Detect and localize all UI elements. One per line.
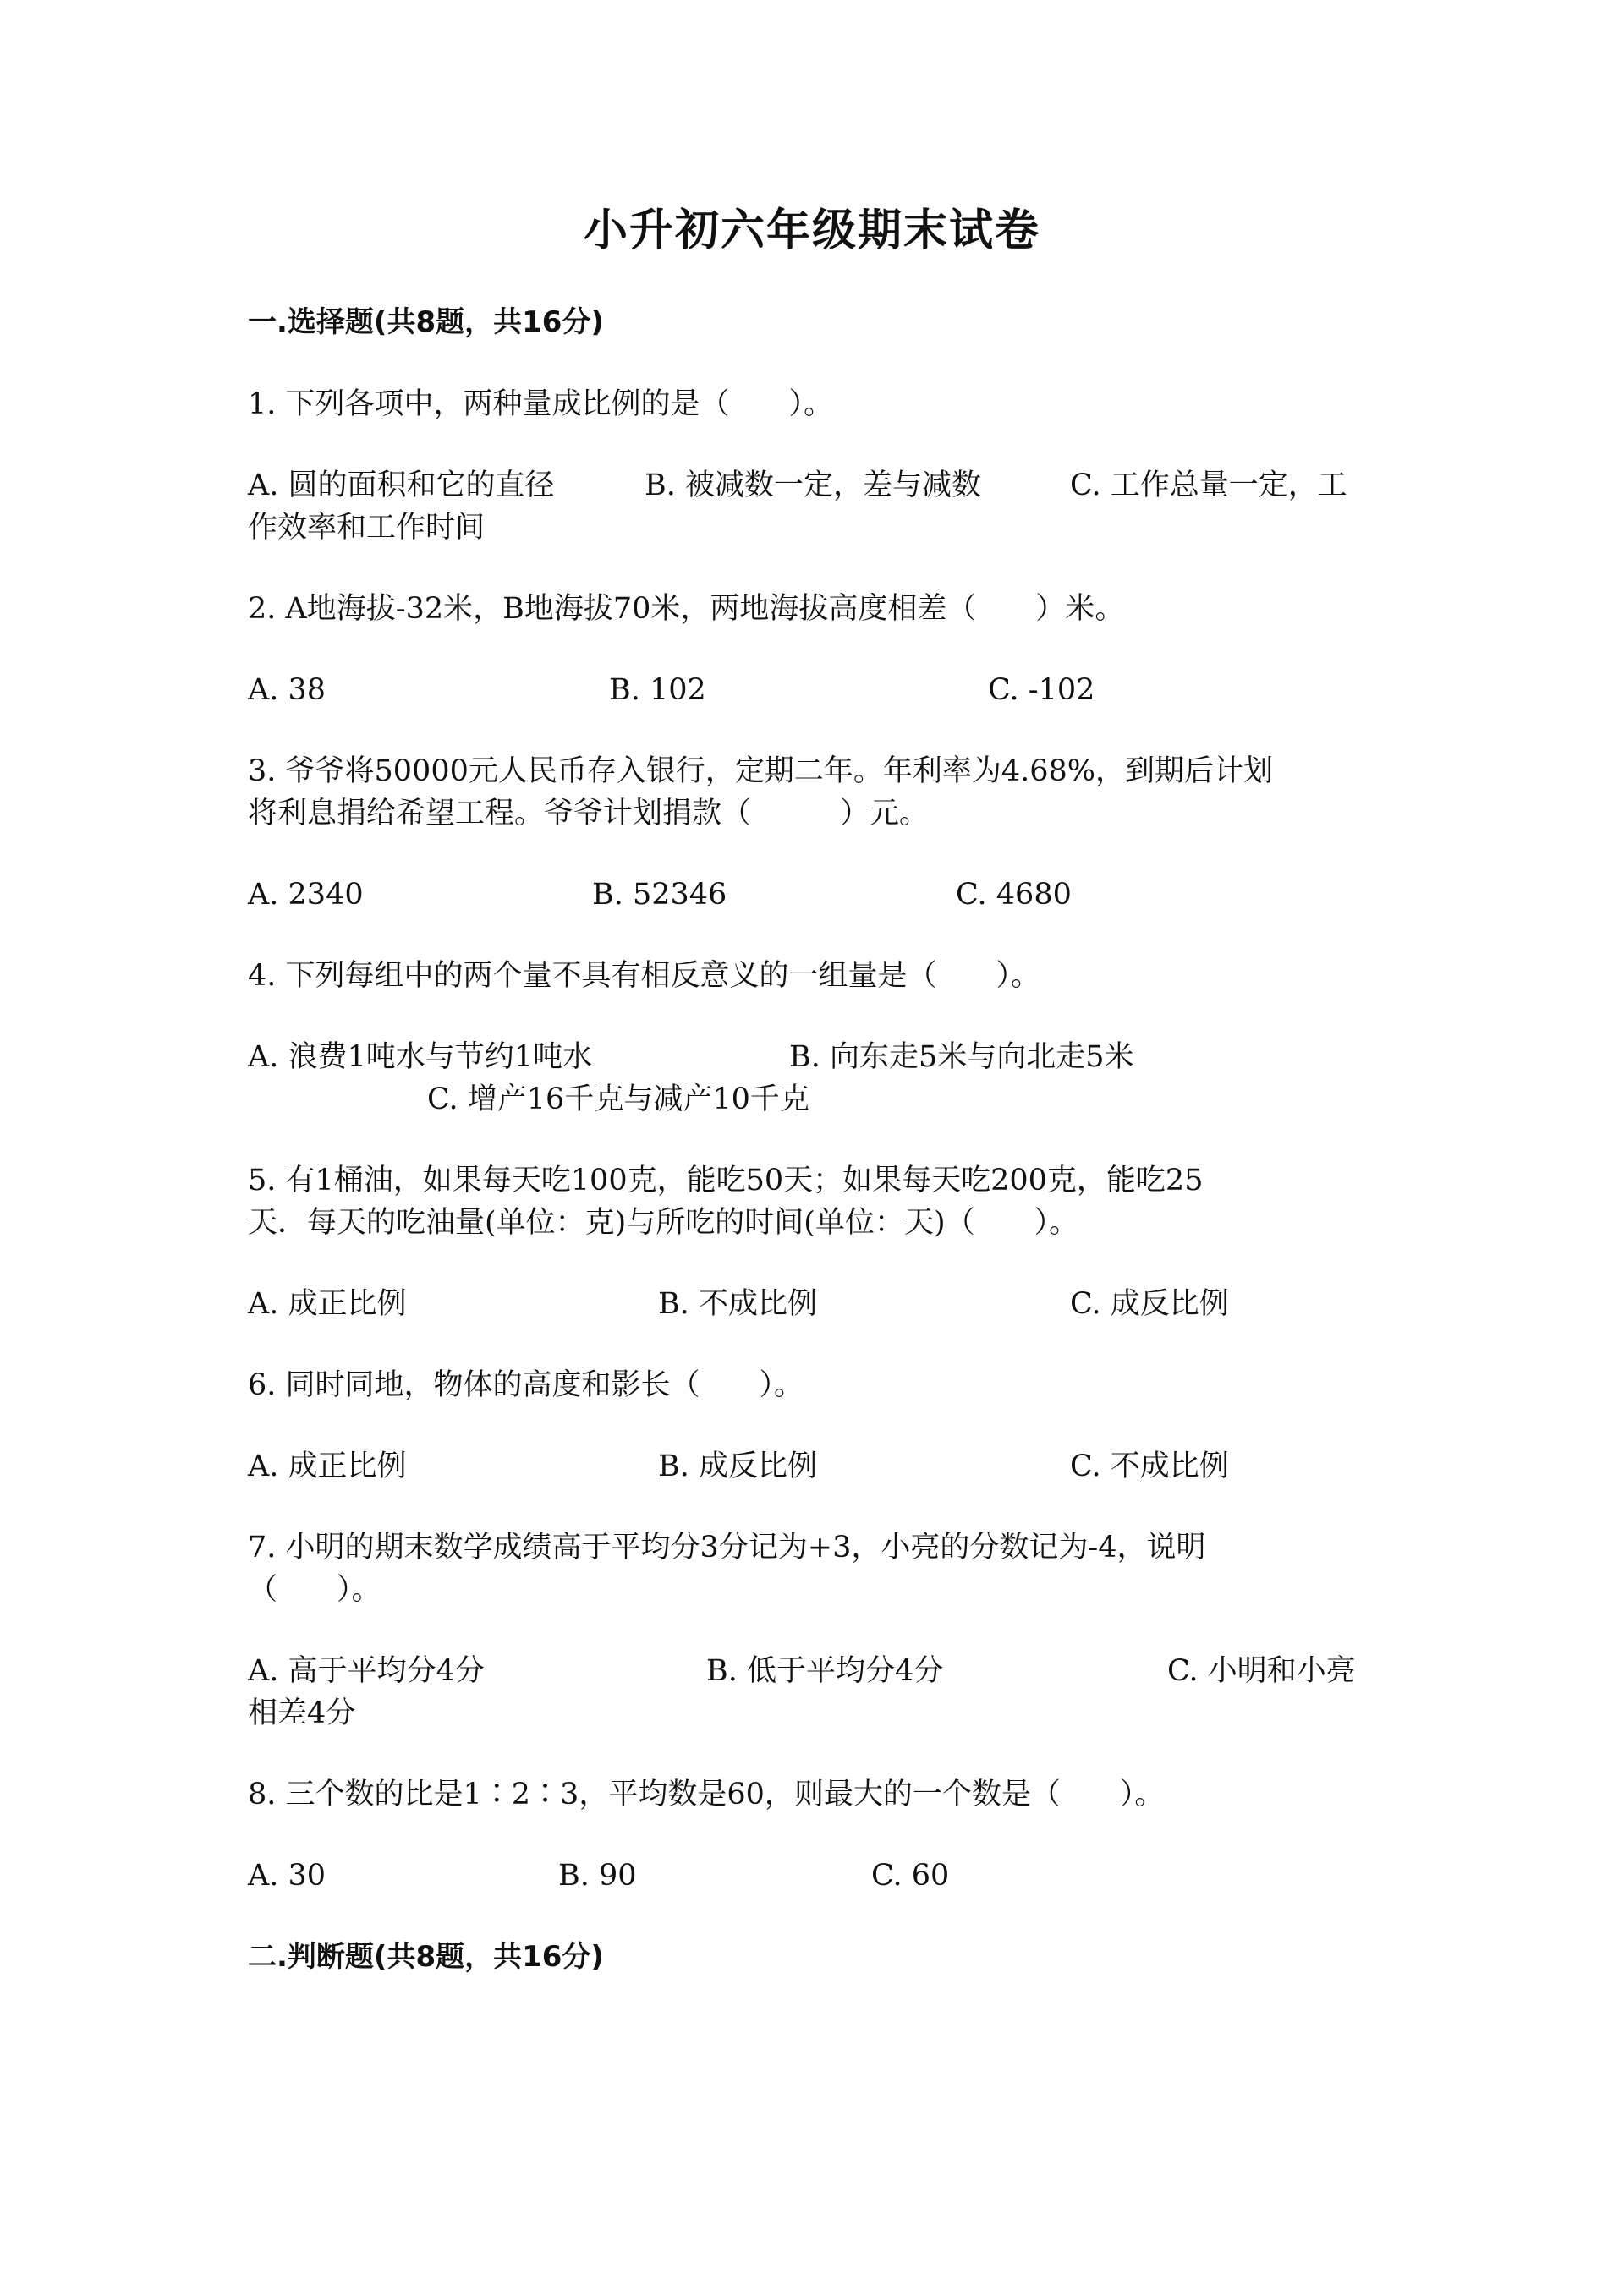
question-4-option-b[interactable]: B. 向东走5米与向北走5米 (789, 1040, 1134, 1074)
question-1-option-b[interactable]: B. 被减数一定，差与减数 (645, 469, 981, 502)
question-1-option-c-continued: 作效率和工作时间 (248, 511, 486, 545)
question-5-stem-line-1: 5. 有1桶油，如果每天吃100克，能吃50天；如果每天吃200克，能吃25 (248, 1164, 1204, 1197)
question-3-stem-line-2: 将利息捐给希望工程。爷爷计划捐款（ ）元。 (248, 797, 930, 830)
question-1-option-c[interactable]: C. 工作总量一定，工 (1070, 469, 1347, 502)
question-7-stem-line-1: 7. 小明的期末数学成绩高于平均分3分记为+3，小亮的分数记为-4，说明 (248, 1531, 1206, 1564)
question-7-stem-line-2: （ ）。 (248, 1573, 381, 1607)
page-title: 小升初六年级期末试卷 (583, 205, 1040, 256)
question-1-stem: 1. 下列各项中，两种量成比例的是（ ）。 (248, 387, 834, 421)
question-5-option-b[interactable]: B. 不成比例 (658, 1287, 817, 1321)
question-5-stem-line-2: 天．每天的吃油量(单位：克)与所吃的时间(单位：天)（ ）。 (248, 1206, 1079, 1240)
question-5-option-a[interactable]: A. 成正比例 (248, 1287, 407, 1321)
question-8-option-c[interactable]: C. 60 (871, 1859, 950, 1893)
question-8-option-a[interactable]: A. 30 (248, 1859, 326, 1893)
question-2-option-a[interactable]: A. 38 (248, 673, 326, 707)
question-2-option-c[interactable]: C. -102 (988, 673, 1095, 707)
question-6-stem: 6. 同时同地，物体的高度和影长（ ）。 (248, 1368, 804, 1402)
section-heading-choice: 一.选择题(共8题，共16分) (248, 305, 604, 339)
question-5-option-c[interactable]: C. 成反比例 (1070, 1287, 1229, 1321)
question-2-option-b[interactable]: B. 102 (609, 673, 706, 707)
question-6-option-a[interactable]: A. 成正比例 (248, 1449, 407, 1483)
question-1-option-a[interactable]: A. 圆的面积和它的直径 (248, 469, 555, 502)
question-8-option-b[interactable]: B. 90 (558, 1859, 637, 1893)
question-4-option-a[interactable]: A. 浪费1吨水与节约1吨水 (248, 1040, 593, 1074)
question-7-option-a[interactable]: A. 高于平均分4分 (248, 1654, 485, 1688)
question-3-option-a[interactable]: A. 2340 (248, 878, 364, 912)
question-7-option-c[interactable]: C. 小明和小亮 (1167, 1654, 1356, 1688)
question-4-option-c[interactable]: C. 增产16千克与减产10千克 (427, 1082, 809, 1116)
question-7-option-c-continued: 相差4分 (248, 1696, 356, 1730)
question-3-option-b[interactable]: B. 52346 (592, 878, 727, 912)
question-6-option-b[interactable]: B. 成反比例 (658, 1449, 817, 1483)
question-4-stem: 4. 下列每组中的两个量不具有相反意义的一组量是（ ）。 (248, 959, 1041, 993)
section-heading-judgement: 二.判断题(共8题，共16分) (248, 1940, 604, 1974)
question-2-stem: 2. A地海拔-32米，B地海拔70米，两地海拔高度相差（ ）米。 (248, 592, 1125, 626)
question-8-stem: 8. 三个数的比是1∶2∶3，平均数是60，则最大的一个数是（ ）。 (248, 1778, 1165, 1811)
question-6-option-c[interactable]: C. 不成比例 (1070, 1449, 1229, 1483)
question-3-stem-line-1: 3. 爷爷将50000元人民币存入银行，定期二年。年利率为4.68%，到期后计划 (248, 754, 1274, 788)
question-7-option-b[interactable]: B. 低于平均分4分 (706, 1654, 944, 1688)
question-3-option-c[interactable]: C. 4680 (956, 878, 1072, 912)
